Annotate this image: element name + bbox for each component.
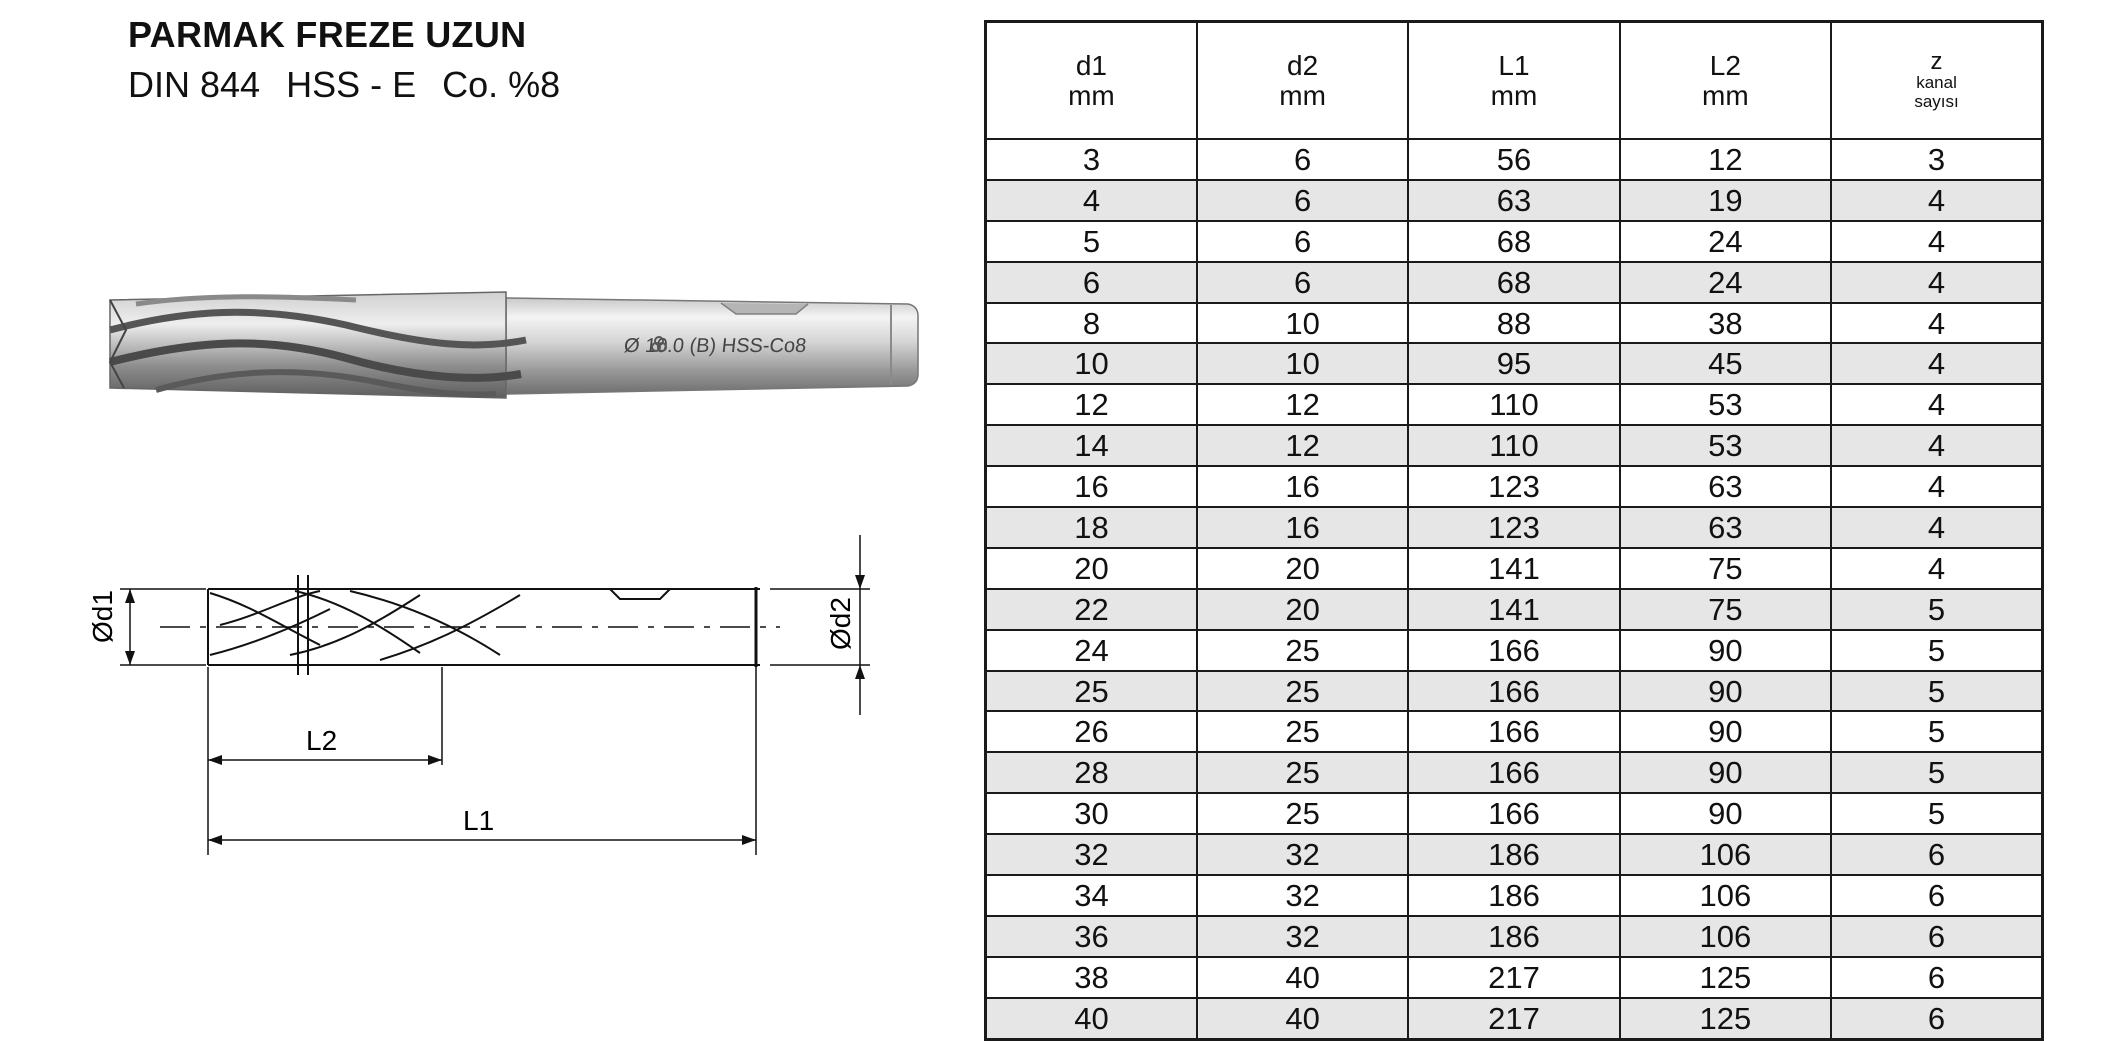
header-z [1831,22,2042,140]
cobalt-label: Co. %8 [442,64,561,105]
cell-d1: 25 [986,671,1197,712]
table-row [986,916,2043,957]
cell-l2: 125 [1620,957,1831,998]
cell-l1: 166 [1408,711,1619,752]
cell-z: 4 [1831,548,2042,589]
spec-subtitle [128,64,560,106]
cell-z: 5 [1831,671,2042,712]
cell-z: 4 [1831,507,2042,548]
header-z-line3: sayısı [1914,91,1959,111]
cell-z: 4 [1831,221,2042,262]
cell-l2: 63 [1620,507,1831,548]
header-d2-unit: mm [1279,79,1326,111]
cell-d2: 10 [1197,303,1408,344]
header-l2-unit: mm [1702,79,1749,111]
cell-d1: 32 [986,834,1197,875]
cell-l1: 141 [1408,589,1619,630]
table-row [986,711,2043,752]
cell-d2: 25 [1197,711,1408,752]
cell-z: 6 [1831,957,2042,998]
cell-l1: 110 [1408,425,1619,466]
table-body [986,139,2043,1039]
table-row [986,671,2043,712]
cell-d1: 3 [986,139,1197,180]
cell-z: 4 [1831,180,2042,221]
cell-d1: 28 [986,752,1197,793]
table-row [986,834,2043,875]
header-d2-name: d2 [1287,49,1319,81]
cell-l2: 38 [1620,303,1831,344]
cell-l2: 53 [1620,384,1831,425]
table-row [986,957,2043,998]
header-l1 [1408,22,1619,140]
table-row [986,425,2043,466]
cell-d2: 32 [1197,916,1408,957]
cell-d2: 12 [1197,425,1408,466]
cell-d1: 20 [986,548,1197,589]
cell-z: 3 [1831,139,2042,180]
table-row [986,548,2043,589]
cell-l1: 141 [1408,548,1619,589]
cell-z: 4 [1831,425,2042,466]
cell-l2: 90 [1620,630,1831,671]
cell-z: 5 [1831,630,2042,671]
cell-l2: 63 [1620,466,1831,507]
header-l2 [1620,22,1831,140]
d1-label: Ød1 [87,590,118,643]
table-row [986,303,2043,344]
cell-l1: 63 [1408,180,1619,221]
cell-d2: 40 [1197,957,1408,998]
header-z-line2: kanal [1916,72,1957,92]
cell-l2: 24 [1620,262,1831,303]
header-d1 [986,22,1197,140]
photo-engraving: Ø 10.0 (B) HSS-Co8 [622,335,808,357]
table-row [986,793,2043,834]
table-row [986,507,2043,548]
technical-drawing [80,525,900,865]
l2-label: L2 [306,725,338,756]
cell-l1: 95 [1408,343,1619,384]
cell-d1: 22 [986,589,1197,630]
table-row [986,752,2043,793]
cell-d1: 10 [986,343,1197,384]
cell-l2: 19 [1620,180,1831,221]
cell-l2: 125 [1620,998,1831,1039]
d2-label: Ød2 [825,597,856,650]
cell-d1: 14 [986,425,1197,466]
cell-d2: 20 [1197,548,1408,589]
cell-d2: 6 [1197,262,1408,303]
cell-d1: 24 [986,630,1197,671]
cell-d2: 6 [1197,221,1408,262]
cell-d1: 16 [986,466,1197,507]
cell-z: 4 [1831,343,2042,384]
cell-l1: 123 [1408,466,1619,507]
cell-l2: 90 [1620,711,1831,752]
cell-d2: 32 [1197,875,1408,916]
cell-z: 6 [1831,834,2042,875]
cell-l2: 75 [1620,589,1831,630]
cell-l2: 53 [1620,425,1831,466]
table-row [986,998,2043,1039]
cell-d1: 40 [986,998,1197,1039]
table-row [986,262,2043,303]
table-row [986,875,2043,916]
cell-d2: 16 [1197,507,1408,548]
cell-l1: 68 [1408,221,1619,262]
cell-d1: 5 [986,221,1197,262]
end-mill-photo [96,270,956,420]
cell-l2: 24 [1620,221,1831,262]
cell-d2: 6 [1197,139,1408,180]
cell-l2: 12 [1620,139,1831,180]
cell-d2: 16 [1197,466,1408,507]
cell-d2: 32 [1197,834,1408,875]
cell-l1: 166 [1408,630,1619,671]
cell-l2: 75 [1620,548,1831,589]
cell-l1: 186 [1408,834,1619,875]
l1-label: L1 [463,805,495,836]
cell-z: 6 [1831,916,2042,957]
table-header-row [986,22,2043,140]
page-title: PARMAK FREZE UZUN [128,14,527,55]
cell-l1: 88 [1408,303,1619,344]
cell-l1: 123 [1408,507,1619,548]
cell-d2: 20 [1197,589,1408,630]
cell-d1: 38 [986,957,1197,998]
cell-l1: 166 [1408,752,1619,793]
cell-l1: 217 [1408,998,1619,1039]
cell-l2: 45 [1620,343,1831,384]
cell-l2: 90 [1620,793,1831,834]
cell-d1: 6 [986,262,1197,303]
cell-l1: 56 [1408,139,1619,180]
cell-l1: 110 [1408,384,1619,425]
cell-d1: 34 [986,875,1197,916]
standard-label: DIN 844 [128,64,261,105]
table-row [986,630,2043,671]
cell-d1: 26 [986,711,1197,752]
cell-l1: 68 [1408,262,1619,303]
cell-z: 5 [1831,589,2042,630]
table-row [986,139,2043,180]
cell-z: 6 [1831,875,2042,916]
cell-l1: 166 [1408,793,1619,834]
cell-l2: 106 [1620,875,1831,916]
table-row [986,466,2043,507]
cell-z: 4 [1831,466,2042,507]
header-d1-unit: mm [1068,79,1115,111]
header-d1-name: d1 [1075,49,1108,81]
cell-d2: 25 [1197,671,1408,712]
cell-l2: 90 [1620,752,1831,793]
cell-d2: 12 [1197,384,1408,425]
header-z-name: z [1930,47,1943,75]
cell-z: 4 [1831,303,2042,344]
cell-l2: 90 [1620,671,1831,712]
cell-l1: 217 [1408,957,1619,998]
cell-d1: 12 [986,384,1197,425]
cell-l1: 166 [1408,671,1619,712]
cell-d2: 6 [1197,180,1408,221]
cell-z: 5 [1831,752,2042,793]
cell-z: 6 [1831,998,2042,1039]
cell-d2: 25 [1197,630,1408,671]
cell-d2: 25 [1197,793,1408,834]
cell-d2: 25 [1197,752,1408,793]
cell-d1: 18 [986,507,1197,548]
table-row [986,589,2043,630]
table-row [986,221,2043,262]
cell-z: 4 [1831,262,2042,303]
header-d2 [1197,22,1408,140]
dimension-table [984,20,2044,1041]
table-row [986,180,2043,221]
table-row [986,343,2043,384]
cell-d2: 10 [1197,343,1408,384]
material-label: HSS - E [286,64,417,105]
table-row [986,384,2043,425]
cell-l2: 106 [1620,916,1831,957]
cell-z: 5 [1831,711,2042,752]
header-l1-name: L1 [1498,49,1530,81]
cell-l1: 186 [1408,916,1619,957]
header-l2-name: L2 [1709,49,1741,81]
cell-d1: 4 [986,180,1197,221]
cell-d1: 30 [986,793,1197,834]
cell-z: 5 [1831,793,2042,834]
cell-l2: 106 [1620,834,1831,875]
cell-d2: 40 [1197,998,1408,1039]
header-l1-unit: mm [1490,79,1538,111]
cell-z: 4 [1831,384,2042,425]
cell-d1: 36 [986,916,1197,957]
cell-d1: 8 [986,303,1197,344]
cell-l1: 186 [1408,875,1619,916]
